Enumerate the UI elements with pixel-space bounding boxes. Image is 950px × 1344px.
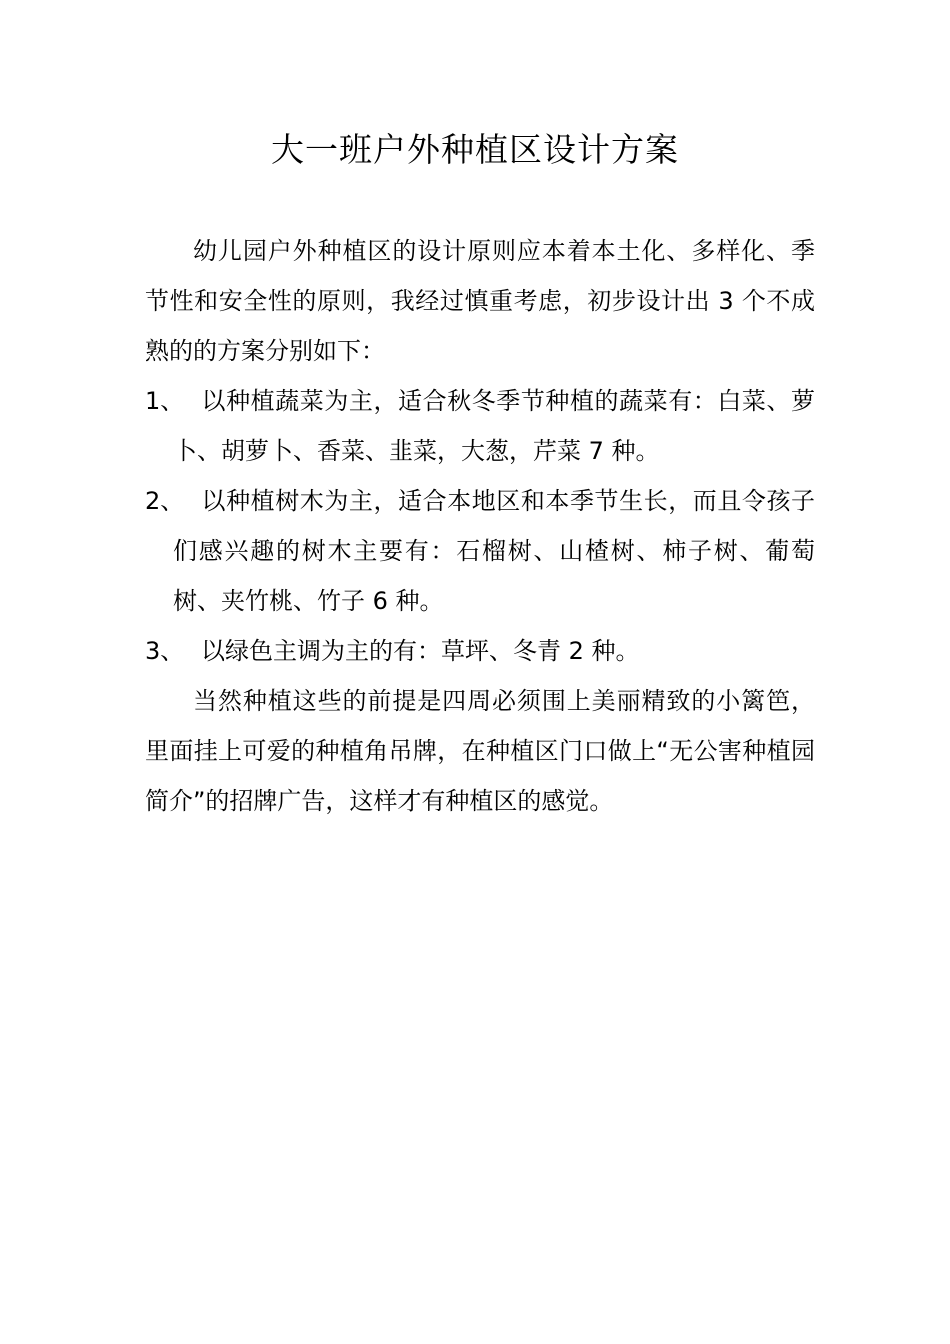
list-item-text: 以种植树木为主，适合本地区和本季节生长，而且令孩子们感兴趣的树木主要有：石榴树、山楂树、柿子树、葡萄树、夹竹桃、竹子 6 种。 (173, 487, 815, 615)
list-item-text: 以种植蔬菜为主，适合秋冬季节种植的蔬菜有：白菜、萝卜、胡萝卜、香菜、韭菜，大葱，芹菜 7 种。 (173, 387, 815, 465)
intro-paragraph: 幼儿园户外种植区的设计原则应本着本土化、多样化、季节性和安全性的原则，我经过慎重考虑，初步设计出 3 个不成熟的的方案分别如下： (145, 237, 815, 365)
document-body (145, 226, 815, 826)
list-item-number: 3、 (145, 637, 185, 665)
conclusion-paragraph: 当然种植这些的前提是四周必须围上美丽精致的小篱笆，里面挂上可爱的种植角吊牌，在种植区门口做上“无公害种植园简介”的招牌广告，这样才有种植区的感觉。 (145, 687, 815, 815)
plan-list (145, 376, 815, 676)
list-item (145, 376, 815, 476)
list-item-text: 以绿色主调为主的有：草坪、冬青 2 种。 (201, 637, 640, 665)
document-title: 大一班户外种植区设计方案 (271, 130, 679, 169)
list-item-number: 1、 (145, 387, 185, 415)
list-item (145, 476, 815, 626)
list-item (145, 626, 815, 676)
list-item-number: 2、 (145, 487, 185, 515)
